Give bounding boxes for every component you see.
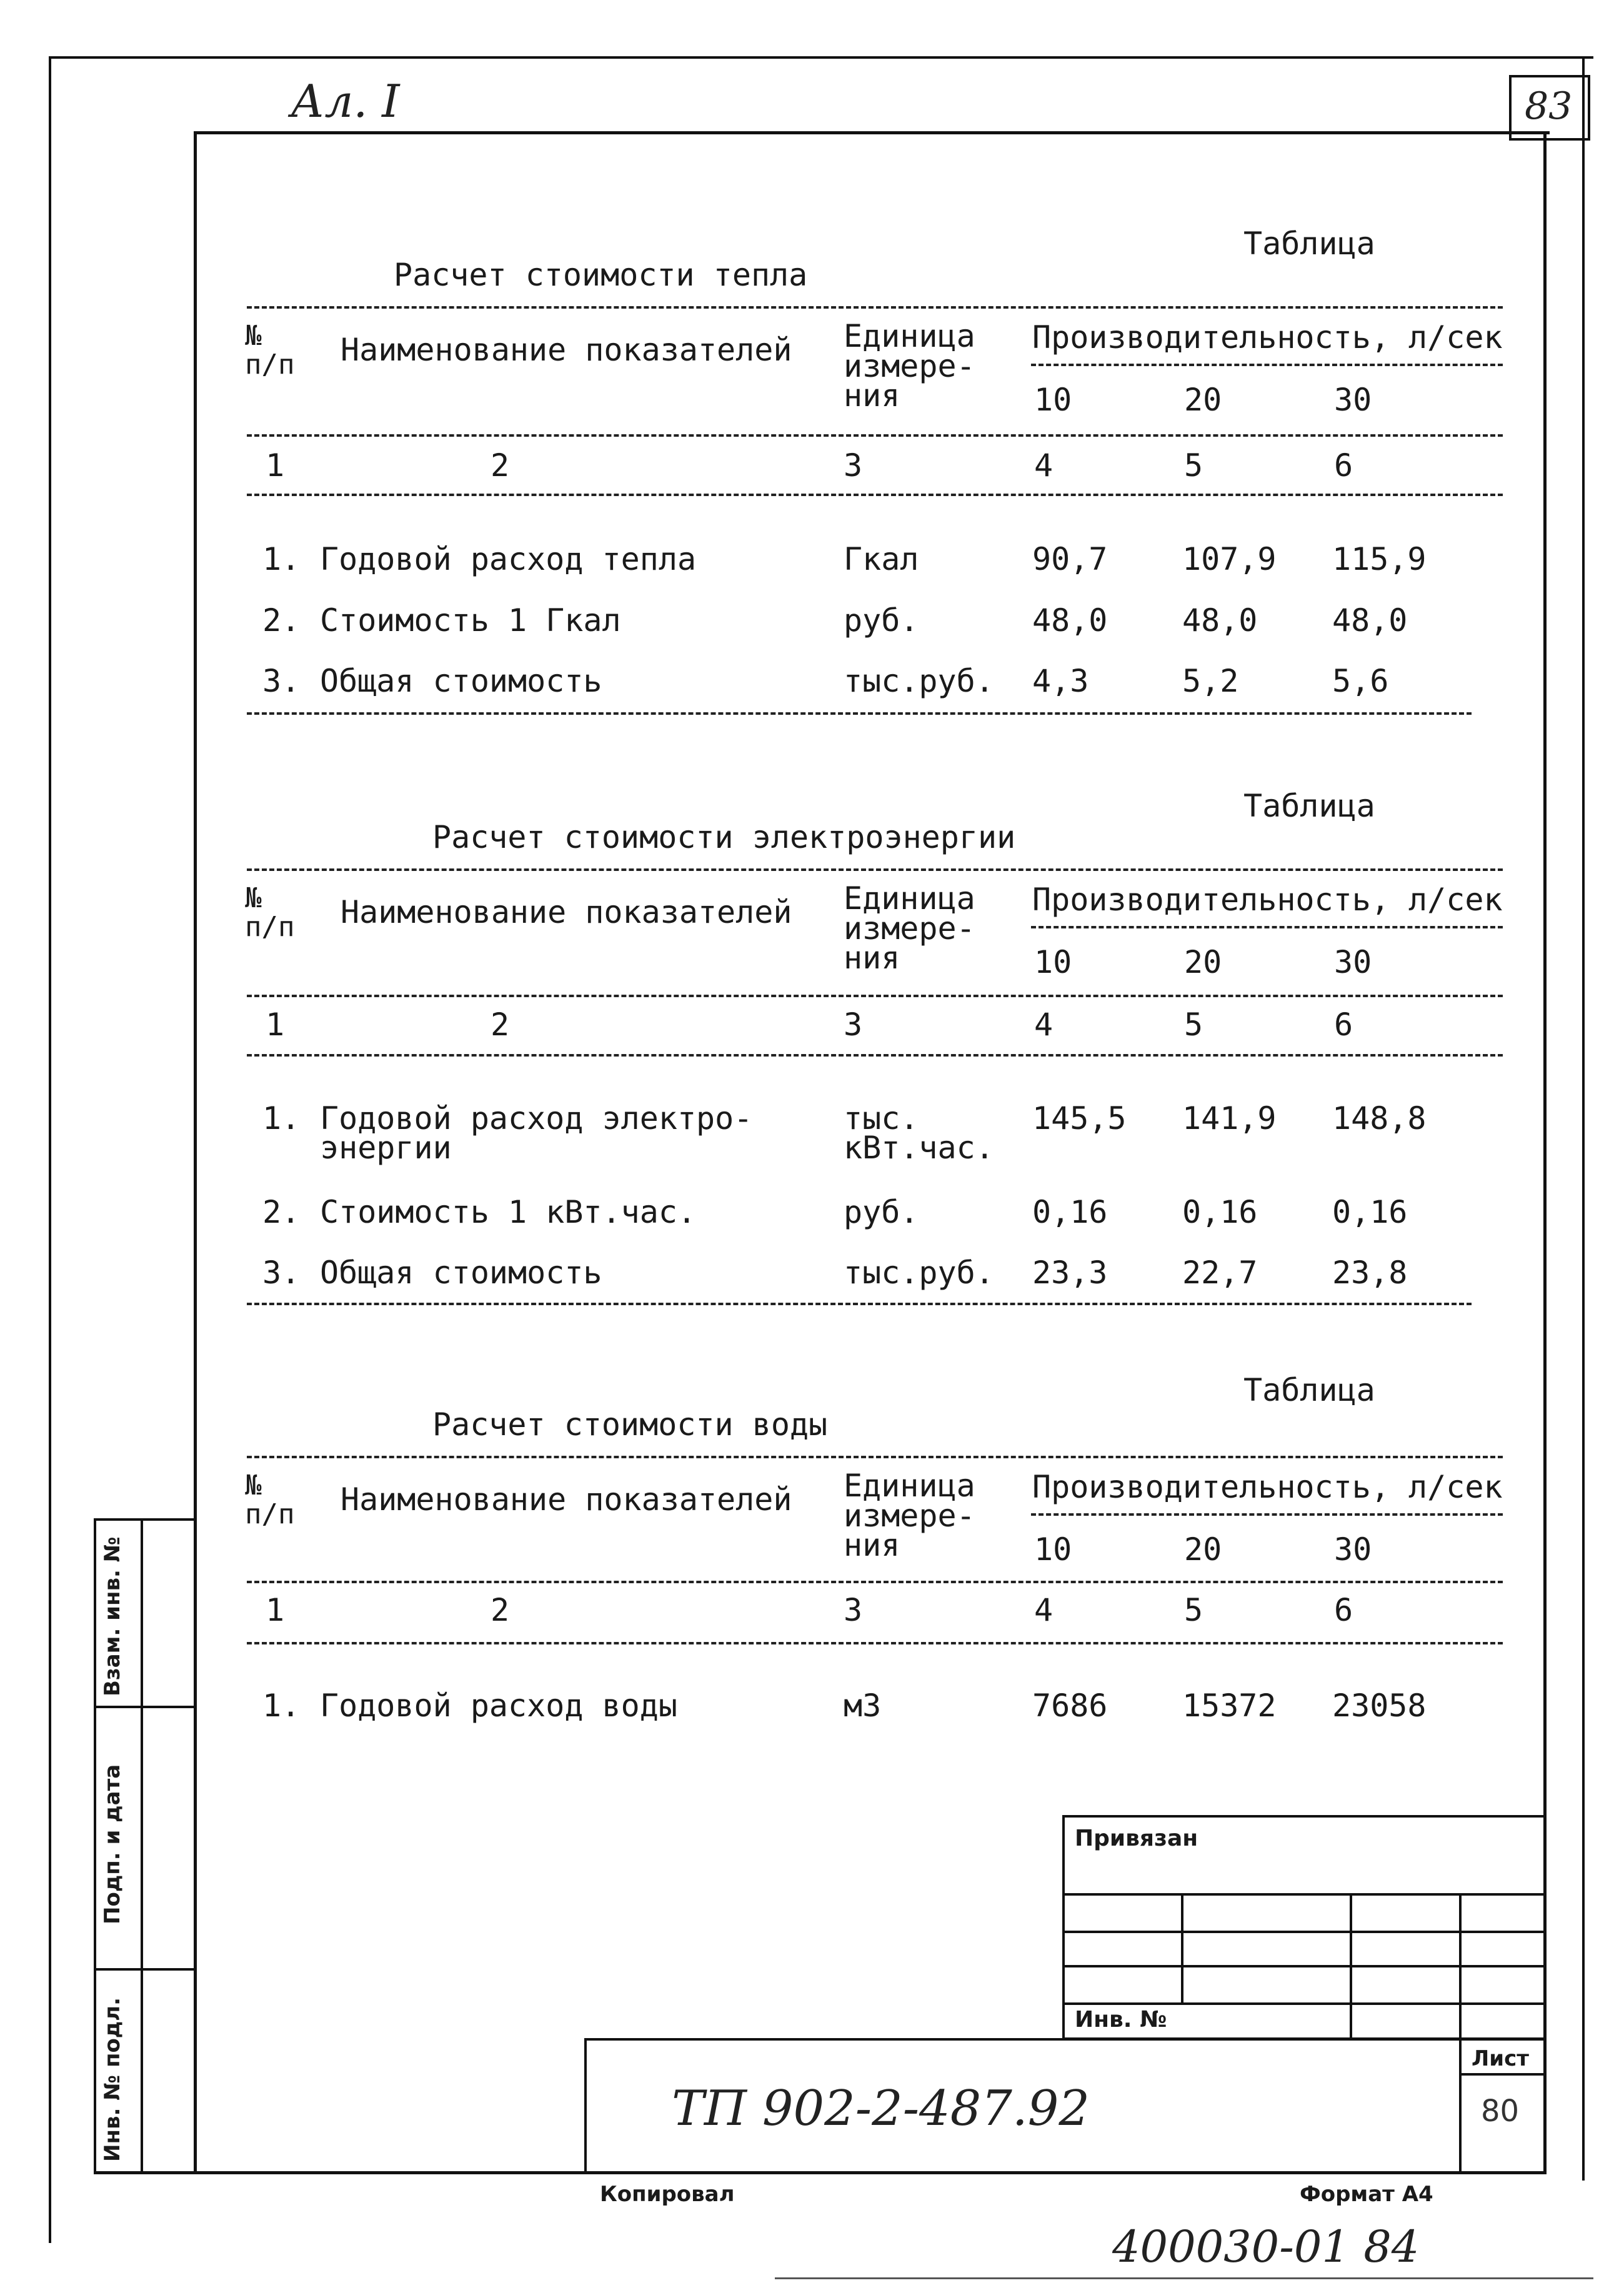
table3-index-1: 1 bbox=[266, 1592, 285, 1628]
table1-row1-unit: Гкал bbox=[844, 541, 919, 577]
table2-row3-unit: тыс.руб. bbox=[844, 1255, 994, 1291]
table2-row1-v10: 145,5 bbox=[1032, 1100, 1127, 1137]
table3-index-3: 3 bbox=[844, 1592, 863, 1628]
table1-row3-v30: 5,6 bbox=[1332, 663, 1389, 699]
table2-row3-name: Общая стоимость bbox=[320, 1255, 602, 1291]
table3-row1-v10: 7686 bbox=[1032, 1688, 1108, 1724]
side-stamp-podp: Подп. и дата bbox=[100, 1764, 125, 1924]
table1-row2-v10: 48,0 bbox=[1032, 602, 1108, 639]
footer-format: Формат А4 bbox=[1300, 2182, 1433, 2207]
footer-copied: Копировал bbox=[600, 2182, 735, 2207]
table1-row2-name: Стоимость 1 Гкал bbox=[320, 602, 621, 639]
footer-handwritten-code: 400030-01 84 bbox=[1112, 2221, 1420, 2272]
table1-index-1: 1 bbox=[266, 447, 285, 484]
table1-col-10: 10 bbox=[1034, 382, 1072, 418]
stamp-list-divider-v bbox=[1459, 2038, 1462, 2174]
table2-index-3: 3 bbox=[844, 1007, 863, 1043]
table1-row1-v30: 115,9 bbox=[1332, 541, 1427, 577]
table3-index-4: 4 bbox=[1034, 1592, 1054, 1628]
table3-index-6: 6 bbox=[1334, 1592, 1353, 1628]
table1-row1-v20: 107,9 bbox=[1182, 541, 1277, 577]
table3-perf-header: Производительность, л/сек bbox=[1032, 1469, 1503, 1505]
table2-index-4: 4 bbox=[1034, 1007, 1054, 1043]
table1-index-4: 4 bbox=[1034, 447, 1054, 484]
table1-index-3: 3 bbox=[844, 447, 863, 484]
side-stamp-row-divider-2 bbox=[94, 1968, 197, 1971]
table1-row2-num: 2. bbox=[262, 602, 301, 639]
table2-col-30: 30 bbox=[1334, 944, 1372, 980]
table2-col-10: 10 bbox=[1034, 944, 1072, 980]
stamp-col-2 bbox=[1350, 1893, 1352, 2040]
table2-row3-v20: 22,7 bbox=[1182, 1255, 1258, 1291]
table2-row1-name2: энергии bbox=[320, 1130, 452, 1166]
table1-row3-name: Общая стоимость bbox=[320, 663, 602, 699]
table1-row3-v20: 5,2 bbox=[1182, 663, 1239, 699]
table1-row3-num: 3. bbox=[262, 663, 301, 699]
table1-row2-v30: 48,0 bbox=[1332, 602, 1408, 639]
table3-num-header: № п/п bbox=[245, 1470, 295, 1531]
stamp-col-3 bbox=[1459, 1893, 1462, 2040]
inner-frame-top bbox=[194, 131, 1550, 134]
table2-num-header: № п/п bbox=[245, 882, 295, 943]
table3-rule-top bbox=[247, 1456, 1503, 1458]
table2-row2-v10: 0,16 bbox=[1032, 1194, 1108, 1230]
table3-row1-v30: 23058 bbox=[1332, 1688, 1427, 1724]
table3-rule-header bbox=[247, 1581, 1503, 1583]
stamp-list-label: Лист bbox=[1472, 2046, 1529, 2071]
table1-num-header: № п/п bbox=[245, 320, 295, 381]
table3-col-20: 20 bbox=[1184, 1531, 1222, 1568]
table2-name-header: Наименование показателей bbox=[341, 894, 792, 930]
table1-unit-header: Единица измере- ния bbox=[844, 318, 975, 414]
table2-rule-bottom bbox=[247, 1303, 1472, 1305]
table1-row2-v20: 48,0 bbox=[1182, 602, 1258, 639]
table2-row3-num: 3. bbox=[262, 1255, 301, 1291]
table3-row1-num: 1. bbox=[262, 1688, 301, 1724]
table2-title: Расчет стоимости электроэнергии bbox=[432, 819, 1016, 855]
stamp-privyazan: Привязан bbox=[1075, 1826, 1198, 1851]
outer-frame-right bbox=[1582, 56, 1585, 2181]
table1-index-5: 5 bbox=[1184, 447, 1203, 484]
table2-row3-v10: 23,3 bbox=[1032, 1255, 1108, 1291]
table2-perf-rule bbox=[1031, 926, 1503, 928]
side-stamp-inv: Инв. № подл. bbox=[100, 1997, 125, 2162]
stamp-doc-code: ТП 902-2-487.92 bbox=[672, 2081, 1090, 2137]
table2-row2-v30: 0,16 bbox=[1332, 1194, 1408, 1230]
table2-col-20: 20 bbox=[1184, 944, 1222, 980]
table2-row2-num: 2. bbox=[262, 1194, 301, 1230]
table2-caption: Таблица bbox=[1243, 788, 1375, 824]
table1-index-6: 6 bbox=[1334, 447, 1353, 484]
table3-col-30: 30 bbox=[1334, 1531, 1372, 1568]
table2-unit-header: Единица измере- ния bbox=[844, 880, 975, 976]
table2-index-1: 1 bbox=[266, 1007, 285, 1043]
table1-caption: Таблица bbox=[1243, 226, 1375, 262]
stamp-list-divider-h bbox=[1459, 2073, 1547, 2076]
table1-row1-num: 1. bbox=[262, 541, 301, 577]
table3-row1-name: Годовой расход воды bbox=[320, 1688, 677, 1724]
table3-index-5: 5 bbox=[1184, 1592, 1203, 1628]
table3-col-10: 10 bbox=[1034, 1531, 1072, 1568]
table3-title: Расчет стоимости воды bbox=[432, 1406, 828, 1443]
stamp-row-4 bbox=[1062, 2002, 1547, 2005]
table3-index-2: 2 bbox=[491, 1592, 510, 1628]
table2-row1-v20: 141,9 bbox=[1182, 1100, 1277, 1137]
stamp-list-value: 80 bbox=[1481, 2094, 1520, 2129]
stamp-row-3 bbox=[1062, 1965, 1547, 1967]
table2-row1-unit: тыс. bbox=[844, 1100, 919, 1137]
table2-row1-name: Годовой расход электро- bbox=[320, 1100, 753, 1137]
table1-rule-bottom bbox=[247, 712, 1472, 715]
table3-row1-unit: м3 bbox=[844, 1688, 882, 1724]
side-stamp-vzam: Взам. инв. № bbox=[100, 1536, 125, 1696]
table1-col-30: 30 bbox=[1334, 382, 1372, 418]
table1-title: Расчет стоимости тепла bbox=[394, 257, 808, 293]
table1-index-2: 2 bbox=[491, 447, 510, 484]
table2-rule-index bbox=[247, 1054, 1503, 1057]
table2-row1-unit2: кВт.час. bbox=[844, 1130, 994, 1166]
table1-rule-header bbox=[247, 434, 1503, 437]
table3-rule-index bbox=[247, 1642, 1503, 1644]
outer-frame-left bbox=[49, 56, 51, 2243]
table3-name-header: Наименование показателей bbox=[341, 1481, 792, 1518]
stamp-col-1 bbox=[1181, 1893, 1183, 2002]
table2-row1-num: 1. bbox=[262, 1100, 301, 1137]
table3-perf-rule bbox=[1031, 1513, 1503, 1516]
table2-row2-name: Стоимость 1 кВт.час. bbox=[320, 1194, 697, 1230]
table1-row1-name: Годовой расход тепла bbox=[320, 541, 697, 577]
corner-label: Ал. I bbox=[291, 75, 400, 127]
table2-index-2: 2 bbox=[491, 1007, 510, 1043]
table2-rule-header bbox=[247, 995, 1503, 997]
side-stamp-col-divider bbox=[141, 1518, 143, 2174]
table2-row1-v30: 148,8 bbox=[1332, 1100, 1427, 1137]
table3-row1-v20: 15372 bbox=[1182, 1688, 1277, 1724]
stamp-inv-no: Инв. № bbox=[1075, 2007, 1167, 2032]
side-stamp-row-divider-1 bbox=[94, 1706, 197, 1708]
table3-unit-header: Единица измере- ния bbox=[844, 1468, 975, 1563]
outer-frame-top bbox=[50, 56, 1593, 59]
table2-perf-header: Производительность, л/сек bbox=[1032, 882, 1503, 918]
table2-rule-top bbox=[247, 868, 1503, 871]
table2-index-6: 6 bbox=[1334, 1007, 1353, 1043]
footer-underline bbox=[775, 2277, 1593, 2279]
table1-perf-header: Производительность, л/сек bbox=[1032, 319, 1503, 356]
table1-rule-top bbox=[247, 306, 1503, 309]
table1-col-20: 20 bbox=[1184, 382, 1222, 418]
table1-rule-index bbox=[247, 494, 1503, 496]
table1-perf-rule bbox=[1031, 364, 1503, 366]
table2-index-5: 5 bbox=[1184, 1007, 1203, 1043]
table3-caption: Таблица bbox=[1243, 1372, 1375, 1408]
table1-row2-unit: руб. bbox=[844, 602, 919, 639]
table2-row2-unit: руб. bbox=[844, 1194, 919, 1230]
table2-row2-v20: 0,16 bbox=[1182, 1194, 1258, 1230]
stamp-row-2 bbox=[1062, 1931, 1547, 1933]
table1-name-header: Наименование показателей bbox=[341, 332, 792, 368]
table1-row3-unit: тыс.руб. bbox=[844, 663, 994, 699]
table1-row1-v10: 90,7 bbox=[1032, 541, 1108, 577]
table2-row3-v30: 23,8 bbox=[1332, 1255, 1408, 1291]
table1-row3-v10: 4,3 bbox=[1032, 663, 1089, 699]
page-number-handwritten: 83 bbox=[1525, 84, 1573, 128]
stamp-row-1 bbox=[1062, 1893, 1547, 1896]
